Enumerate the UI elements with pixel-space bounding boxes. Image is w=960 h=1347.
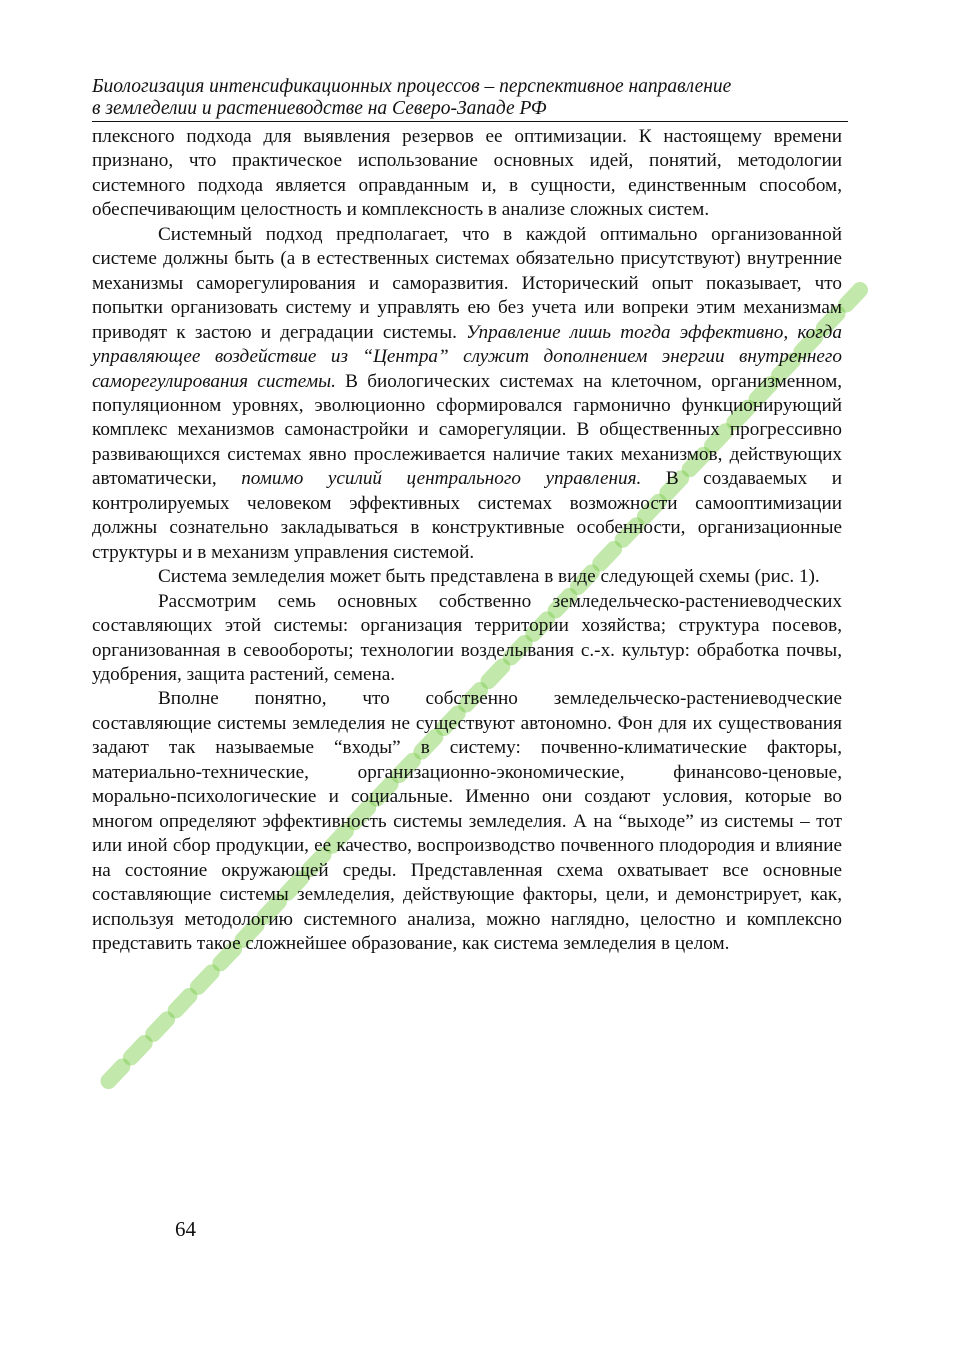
watermark-dash [846, 290, 860, 305]
text-run: плексного подхода для выявления резервов ее оптимизации. К настоящему времени признано, что практическое использование основных идей, понятий, методологии системного подхода является оправданным и, в сущности, единственным способом, обеспечивающим целостность и комплексность в анализе сложных систем. [92, 126, 842, 221]
italic-run: Управление лишь тогда эффективно, когда управляющее воздействие из “Центра” служит дополнением энергии внутреннего саморегулирования системы. [92, 321, 842, 392]
text-run: Вполне понятно, что собственно земледельческо-растениеводческие составляющие системы земледелия не существуют автономно. Фон для их существования задают так называемые “входы” в систему: почвенно-климатические факторы, материально-технические, организационно-экономические, финансово-ценовые, морально-психологические и социальные. Именно они создают условия, которые во многом определяют эффективность системы земледелия. А на “выходе” из системы – тот или иной сбор продукции, ее качество, воспроизводство почвенного плодородия и влияние на состояние окружающей среды. Представленная схема охватывает все основные составляющие системы земледелия, действующие факторы, цели, и демонстрирует, как, используя методологию системного анализа, можно наглядно, целостно и комплексно представить такое сложнейшее образование, как система земледелия в целом. [92, 688, 842, 954]
text-run: Система земледелия может быть представлена в виде следующей схемы (рис. 1). [158, 566, 820, 588]
italic-run: помимо усилий центрального управления. [241, 468, 642, 490]
text-run: Системный подход предполагает, что в каждой оптимально организованной системе должны быть (а в естественных системах обязательно присутствуют) внутренние механизмы саморегулирования и саморазвития. Исторический опыт показывает, что попытки организовать систему и управлять ею без учета или вопреки этим механизмам приводят к застою и деградации системы. [92, 223, 842, 343]
watermark-dash [198, 972, 212, 987]
page-number: 64 [175, 1217, 196, 1241]
header-line-2: в земледелии и растениеводстве на Северо-Западе РФ [92, 98, 848, 122]
watermark-dash [176, 996, 190, 1011]
running-header [92, 76, 848, 122]
text-run: В создаваемых и контролируемых человеком эффективных системах возможности самооптимизации должны сознательно закладываться в конструктивные особенности, организационные структуры и в механизм управления системой. [92, 468, 842, 563]
body-text [92, 125, 842, 956]
paragraph-1 [92, 125, 842, 223]
paragraph-3 [92, 565, 842, 589]
paragraph-2 [92, 223, 842, 565]
text-run: В биологических системах на клеточном, организменном, популяционном уровнях, эволюционно сформировался гармонично функционирующий комплекс механизмов самонастройки и саморегуляции. В общественных прогрессивно развивающихся системах явно прослеживается наличие таких механизмов, действующих автоматически, [92, 370, 843, 490]
header-line-1: Биологизация интенсификационных процессов – перспективное направление [92, 76, 732, 97]
paragraph-4 [92, 590, 842, 688]
watermark-dash [153, 1019, 167, 1034]
text-run: Рассмотрим семь основных собственно земледельческо-растениеводческих составляющих этой системы: организация территории хозяйства; структура посевов, организованная в севообороты; технологии возделывания с.-х. культур: обработка почвы, удобрения, защита растений, семена. [92, 590, 842, 685]
watermark-dash [108, 1066, 122, 1081]
watermark-dash [131, 1043, 145, 1058]
paragraph-5 [92, 687, 842, 956]
